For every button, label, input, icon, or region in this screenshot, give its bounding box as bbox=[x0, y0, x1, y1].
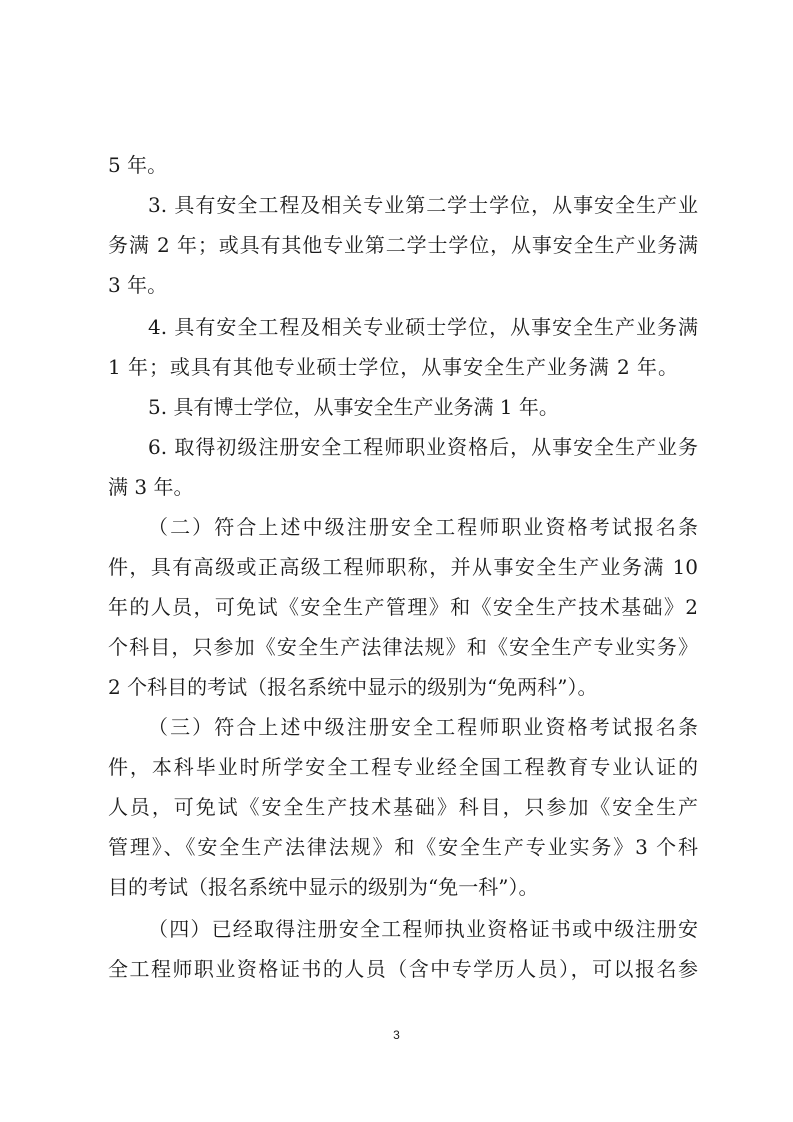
text-line: 3 年。 bbox=[108, 273, 168, 297]
text-line: 3. 具有安全工程及相关专业第二学士学位，从事安全生产业 bbox=[148, 193, 698, 217]
text-line: 年的人员，可免试《安全生产管理》和《安全生产技术基础》2 bbox=[108, 595, 698, 619]
text-line: 满 3 年。 bbox=[108, 475, 194, 499]
text-line: 1 年；或具有其他专业硕士学位，从事安全生产业务满 2 年。 bbox=[108, 355, 678, 379]
text-line: 目的考试（报名系统中显示的级别为“免一科”）。 bbox=[108, 875, 539, 899]
text-line: 4. 具有安全工程及相关专业硕士学位，从事安全生产业务满 bbox=[148, 315, 698, 339]
text-line: 务满 2 年；或具有其他专业第二学士学位，从事安全生产业务满 bbox=[108, 233, 698, 257]
text-line: （四）已经取得注册安全工程师执业资格证书或中级注册安 bbox=[148, 917, 698, 941]
text-line: 2 个科目的考试（报名系统中显示的级别为“免两科”）。 bbox=[108, 675, 598, 699]
text-line: 5 年。 bbox=[108, 153, 168, 177]
text-line: （二）符合上述中级注册安全工程师职业资格考试报名条 bbox=[148, 515, 698, 539]
text-line: 管理》、《安全生产法律法规》和《安全生产专业实务》3 个科 bbox=[108, 835, 698, 859]
text-line: 人员，可免试《安全生产技术基础》科目，只参加《安全生产 bbox=[108, 795, 698, 819]
text-line: 件，具有高级或正高级工程师职称，并从事安全生产业务满 10 bbox=[108, 555, 698, 579]
text-line: 6. 取得初级注册安全工程师职业资格后，从事安全生产业务 bbox=[148, 435, 698, 459]
text-line: 个科目，只参加《安全生产法律法规》和《安全生产专业实务》 bbox=[108, 635, 698, 659]
text-line: （三）符合上述中级注册安全工程师职业资格考试报名条 bbox=[148, 715, 698, 739]
text-line: 5. 具有博士学位，从事安全生产业务满 1 年。 bbox=[148, 395, 559, 419]
text-line: 件，本科毕业时所学安全工程专业经全国工程教育专业认证的 bbox=[108, 755, 698, 779]
page-number: 3 bbox=[393, 1028, 400, 1042]
text-line: 全工程师职业资格证书的人员（含中专学历人员），可以报名参 bbox=[108, 957, 698, 981]
